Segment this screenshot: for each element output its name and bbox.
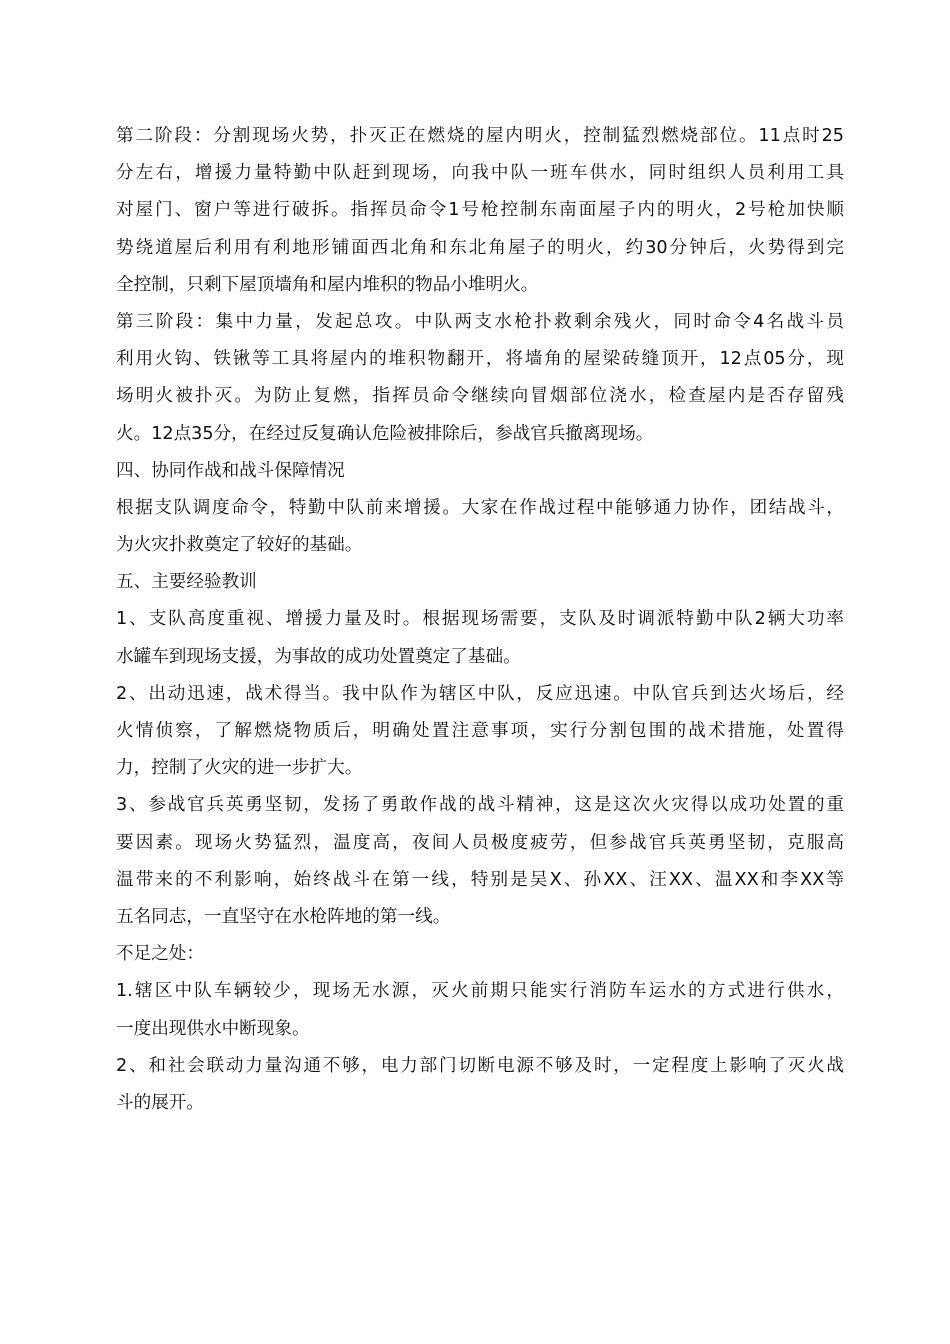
text-line: 根据支队调度命令，特勤中队前来增援。大家在作战过程中能够通力协作，团结战斗， — [116, 497, 844, 518]
text-line: 全控制，只剩下屋顶墙角和屋内堆积的物品小堆明火。 — [116, 274, 539, 295]
text-line: 1、支队高度重视、增援力量及时。根据现场需要，支队及时调派特勤中队2辆大功率 — [116, 609, 844, 630]
text-line: 一度出现供水中断现象。 — [116, 1018, 310, 1039]
text-line: 四、协同作战和战斗保障情况 — [116, 460, 345, 481]
text-line: 火。12点35分，在经过反复确认危险被排除后，参战官兵撤离现场。 — [116, 423, 654, 444]
section-heading — [116, 936, 844, 973]
text-line: 五、主要经验教训 — [116, 572, 257, 593]
paragraph — [116, 490, 844, 564]
text-line: 分左右，增援力量特勤中队赶到现场，向我中队一班车供水，同时组织人员利用工具 — [116, 163, 844, 184]
text-line: 温带来的不利影响，始终战斗在第一线，特别是吴X、孙XX、汪XX、温XX和李XX等 — [116, 869, 844, 890]
paragraph — [116, 1048, 844, 1122]
section-heading — [116, 564, 844, 601]
text-line: 为火灾扑救奠定了较好的基础。 — [116, 535, 363, 556]
text-line: 第三阶段：集中力量，发起总攻。中队两支水枪扑救剩余残火，同时命令4名战斗员 — [116, 311, 844, 332]
text-line: 2、和社会联动力量沟通不够，电力部门切断电源不够及时，一定程度上影响了灭火战 — [116, 1055, 844, 1076]
text-line: 利用火钩、铁锹等工具将屋内的堆积物翻开，将墙角的屋梁砖缝顶开，12点05分，现 — [116, 349, 844, 370]
text-line: 3、参战官兵英勇坚韧，发扬了勇敢作战的战斗精神，这是这次火灾得以成功处置的重 — [116, 795, 844, 816]
paragraph — [116, 118, 844, 304]
text-line: 2、出动迅速，战术得当。我中队作为辖区中队，反应迅速。中队官兵到达火场后，经 — [116, 683, 844, 704]
paragraph — [116, 787, 844, 936]
text-line: 不足之处： — [116, 944, 204, 965]
section-heading — [116, 453, 844, 490]
paragraph — [116, 676, 844, 788]
text-line: 斗的展开。 — [116, 1092, 204, 1113]
document-body — [116, 118, 844, 1122]
text-line: 水罐车到现场支援，为事故的成功处置奠定了基础。 — [116, 646, 521, 667]
text-line: 1.辖区中队车辆较少，现场无水源，灭火前期只能实行消防车运水的方式进行供水， — [116, 981, 844, 1002]
text-line: 五名同志，一直坚守在水枪阵地的第一线。 — [116, 906, 451, 927]
paragraph — [116, 601, 844, 675]
text-line: 势绕道屋后利用有利地形铺面西北角和东北角屋子的明火，约30分钟后，火势得到完 — [116, 237, 844, 258]
paragraph — [116, 304, 844, 453]
text-line: 场明火被扑灭。为防止复燃，指挥员命令继续向冒烟部位浇水，检查屋内是否存留残 — [116, 386, 844, 407]
text-line: 火情侦察，了解燃烧物质后，明确处置注意事项，实行分割包围的战术措施，处置得 — [116, 721, 844, 741]
text-line: 力，控制了火灾的进一步扩大。 — [116, 758, 363, 779]
text-line: 第二阶段：分割现场火势，扑灭正在燃烧的屋内明火，控制猛烈燃烧部位。11点时25 — [116, 126, 844, 146]
text-line: 要因素。现场火势猛烈，温度高，夜间人员极度疲劳，但参战官兵英勇坚韧，克服高 — [116, 832, 844, 853]
paragraph — [116, 973, 844, 1047]
text-line: 对屋门、窗户等进行破拆。指挥员命令1号枪控制东南面屋子内的明火，2号枪加快顺 — [116, 200, 844, 221]
